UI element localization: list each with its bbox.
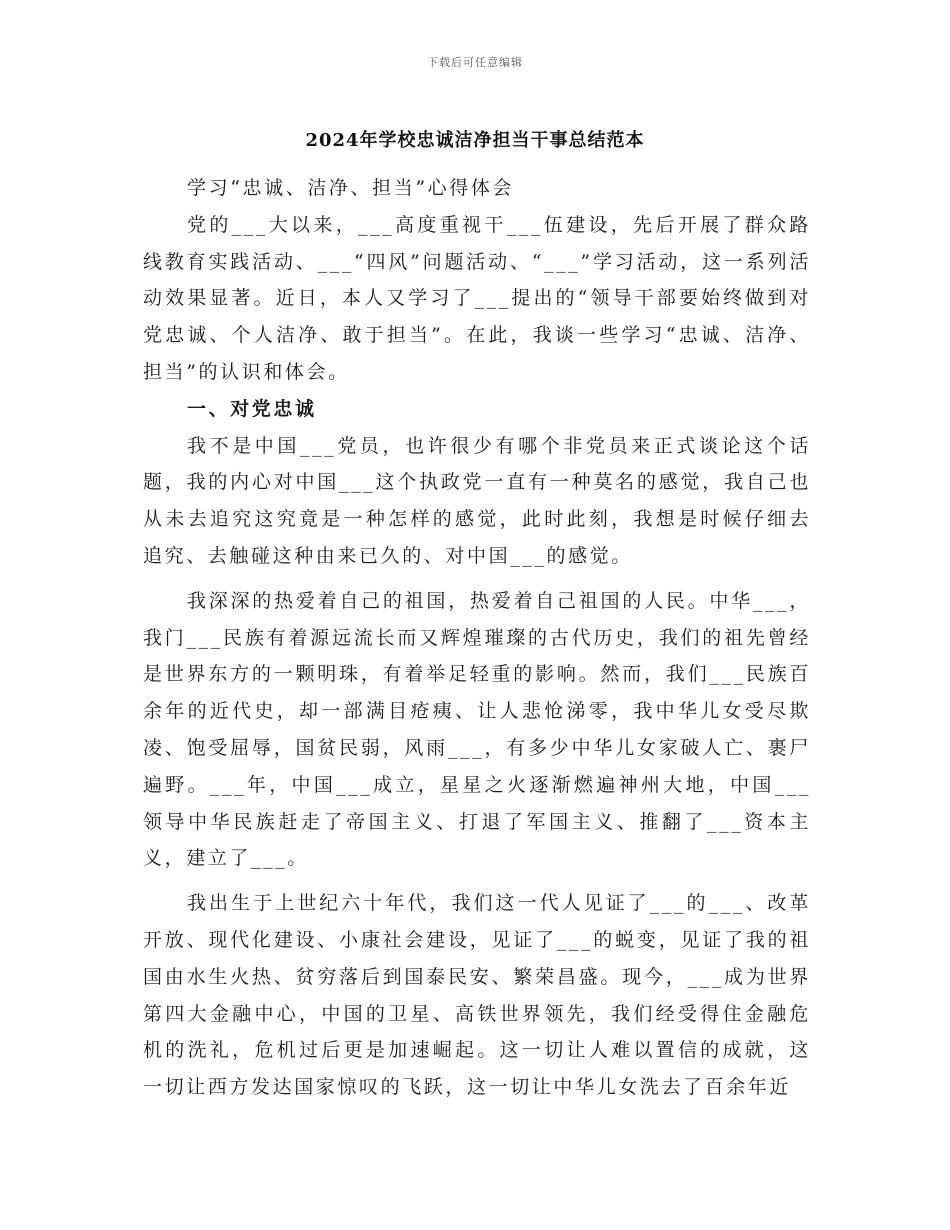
section-heading-loyalty: 一、对党忠诚 bbox=[187, 397, 317, 420]
paragraph-intro: 党的___大以来，___高度重视干___伍建设，先后开展了群众路线教育实践活动、___“四风”问题活动、“___”学习活动，这一系列活动效果显著。近日，本人又学习了___提出的“领导干部要始终做到对党忠诚、个人洁净、敢于担当”。在此，我谈一些学习“忠诚、洁净、担当”的认识和体会。 bbox=[143, 213, 811, 383]
header-note: 下载后可任意编辑 bbox=[427, 56, 523, 69]
subtitle-line: 学习“忠诚、洁净、担当”心得体会 bbox=[187, 177, 515, 199]
paragraph-loyalty-3: 我出生于上世纪六十年代，我们这一代人见证了___的___、改革开放、现代化建设、小康社会建设，见证了___的蜕变，见证了我的祖国由水生火热、贫穷落后到国泰民安、繁荣昌盛。现今，___成为世界第四大金融中心，中国的卫星、高铁世界领先，我们经受得住金融危机的洗礼，危机过后更是加速崛起。这一切让人难以置信的成就，这一切让西方发达国家惊叹的飞跃，这一切让中华儿女洗去了百余年近 bbox=[143, 892, 811, 1099]
document-body bbox=[143, 170, 811, 1106]
document-title: 2024年学校忠诚洁净担当干事总结范本 bbox=[305, 130, 645, 151]
paragraph-loyalty-1: 我不是中国___党员，也许很少有哪个非党员来正式谈论这个话题，我的内心对中国___这个执政党一直有一种莫名的感觉，我自己也从未去追究这究竟是一种怎样的感觉，此时此刻，我想是时候仔细去追究、去触碰这种由来已久的、对中国___的感觉。 bbox=[143, 434, 811, 567]
paragraph-loyalty-2: 我深深的热爱着自己的祖国，热爱着自己祖国的人民。中华___，我门___民族有着源远流长而又辉煌璀璨的古代历史，我们的祖先曾经是世界东方的一颗明珠，有着举足轻重的影响。然而，我们___民族百余年的近代史，却一部满目疮痍、让人悲怆涕零，我中华儿女受尽欺凌、饱受屈辱，国贫民弱，风雨___，有多少中华儿女家破人亡、裹尸遍野。___年，中国___成立，星星之火逐渐燃遍神州大地，中国___领导中华民族赶走了帝国主义、打退了军国主义、推翻了___资本主义，建立了___。 bbox=[143, 589, 811, 870]
